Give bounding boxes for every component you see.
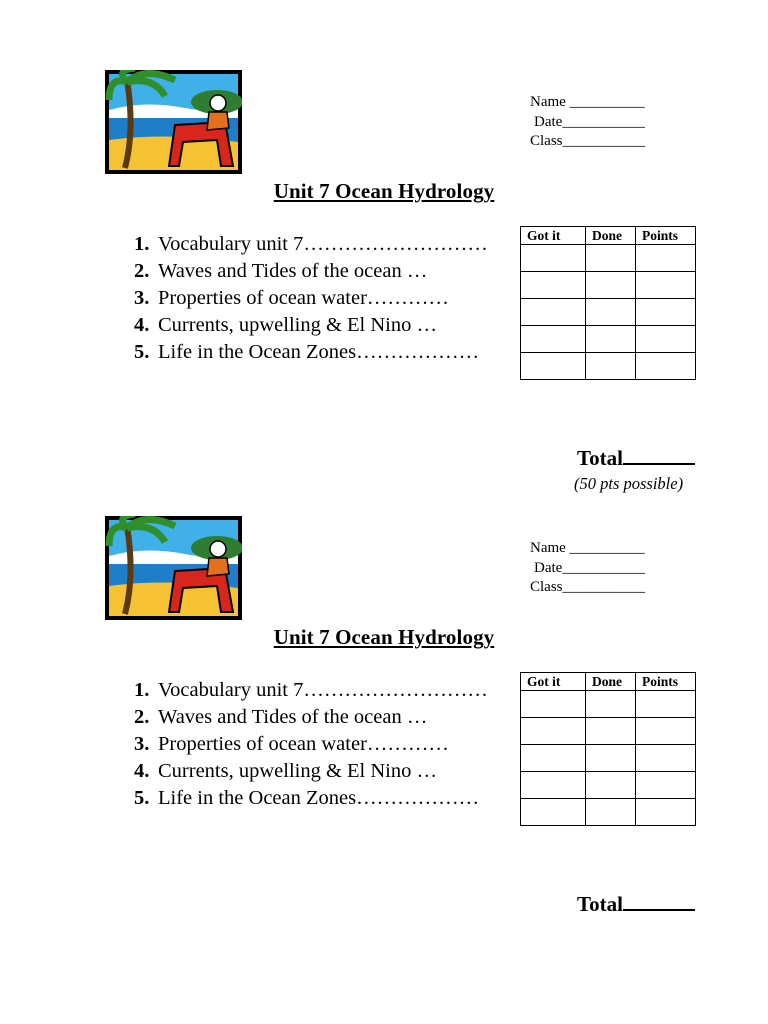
item-text: Vocabulary unit 7……………………… <box>158 233 488 255</box>
item-text: Properties of ocean water………… <box>158 287 449 309</box>
score-table <box>520 672 696 826</box>
student-info-fields <box>530 539 645 598</box>
beach-chair-clipart <box>105 516 242 620</box>
item-text: Properties of ocean water………… <box>158 733 449 755</box>
table-row <box>521 299 696 326</box>
header-done: Done <box>586 227 636 245</box>
list-item <box>134 339 494 366</box>
date-field: Date___________ <box>534 113 645 130</box>
name-field: Name __________ <box>530 540 645 556</box>
item-number: 1. <box>134 233 150 255</box>
table-cell <box>636 718 696 745</box>
table-cell <box>586 718 636 745</box>
total-line <box>577 892 695 917</box>
list-item <box>134 285 494 312</box>
item-text: Waves and Tides of the ocean … <box>158 260 428 282</box>
item-text: Life in the Ocean Zones……………… <box>158 341 480 363</box>
table-cell <box>636 272 696 299</box>
header-got-it: Got it <box>521 673 586 691</box>
beach-chair-clipart <box>105 70 242 174</box>
item-text: Life in the Ocean Zones……………… <box>158 787 480 809</box>
item-number: 4. <box>134 314 150 336</box>
list-item <box>134 312 494 339</box>
list-item <box>134 677 494 704</box>
worksheet-copy-2 <box>0 446 768 916</box>
table-cell <box>586 353 636 380</box>
table-cell <box>636 691 696 718</box>
table-cell <box>586 299 636 326</box>
table-cell <box>636 326 696 353</box>
table-cell <box>586 272 636 299</box>
assignment-list <box>134 231 494 366</box>
table-row <box>521 245 696 272</box>
table-row <box>521 691 696 718</box>
item-text: Currents, upwelling & El Nino … <box>158 760 438 782</box>
item-number: 2. <box>134 706 150 728</box>
table-cell <box>636 245 696 272</box>
table-cell <box>586 326 636 353</box>
table-cell <box>636 772 696 799</box>
table-cell <box>586 745 636 772</box>
table-cell <box>636 745 696 772</box>
list-item <box>134 785 494 812</box>
table-cell <box>586 799 636 826</box>
item-number: 2. <box>134 260 150 282</box>
header-done: Done <box>586 673 636 691</box>
table-row <box>521 772 696 799</box>
item-text: Waves and Tides of the ocean … <box>158 706 428 728</box>
header-points: Points <box>636 227 696 245</box>
list-item <box>134 758 494 785</box>
date-field: Date___________ <box>534 559 645 576</box>
worksheet-title: Unit 7 Ocean Hydrology <box>273 625 495 649</box>
table-cell <box>521 299 586 326</box>
points-possible-note: (50 pts possible) <box>574 474 684 493</box>
table-cell <box>586 691 636 718</box>
table-cell <box>636 799 696 826</box>
table-row <box>521 326 696 353</box>
total-blank <box>623 909 695 911</box>
table-cell <box>521 353 586 380</box>
item-text: Currents, upwelling & El Nino … <box>158 314 438 336</box>
table-cell <box>521 272 586 299</box>
table-cell <box>586 772 636 799</box>
worksheet-title: Unit 7 Ocean Hydrology <box>273 179 495 203</box>
item-number: 1. <box>134 679 150 701</box>
list-item <box>134 731 494 758</box>
total-label: Total <box>577 446 623 470</box>
table-row <box>521 745 696 772</box>
table-row <box>521 353 696 380</box>
item-number: 5. <box>134 787 150 809</box>
student-info-fields <box>530 93 645 152</box>
total-label: Total <box>577 892 623 916</box>
table-cell <box>636 299 696 326</box>
worksheet-copy-1 <box>0 0 768 493</box>
header-got-it: Got it <box>521 227 586 245</box>
table-cell <box>521 799 586 826</box>
class-field: Class___________ <box>530 579 646 595</box>
item-number: 5. <box>134 341 150 363</box>
table-cell <box>636 353 696 380</box>
list-item <box>134 231 494 258</box>
list-item <box>134 704 494 731</box>
score-table <box>520 226 696 380</box>
item-number: 3. <box>134 733 150 755</box>
table-row <box>521 718 696 745</box>
list-item <box>134 258 494 285</box>
table-cell <box>521 718 586 745</box>
assignment-list <box>134 677 494 812</box>
table-row <box>521 272 696 299</box>
item-text: Vocabulary unit 7……………………… <box>158 679 488 701</box>
header-points: Points <box>636 673 696 691</box>
table-cell <box>521 326 586 353</box>
table-row <box>521 799 696 826</box>
class-field: Class___________ <box>530 133 646 149</box>
name-field: Name __________ <box>530 94 645 110</box>
table-cell <box>586 245 636 272</box>
table-cell <box>521 691 586 718</box>
table-cell <box>521 745 586 772</box>
table-cell <box>521 772 586 799</box>
item-number: 3. <box>134 287 150 309</box>
table-cell <box>521 245 586 272</box>
item-number: 4. <box>134 760 150 782</box>
